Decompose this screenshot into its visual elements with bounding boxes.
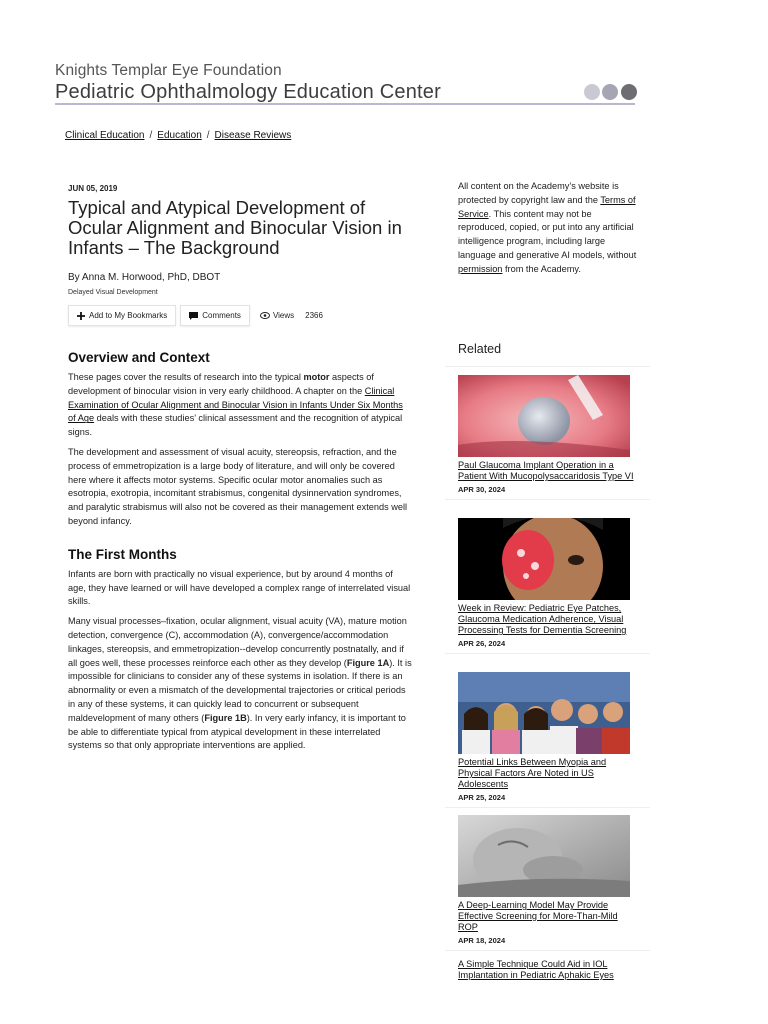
article-date: JUN 05, 2019: [68, 184, 118, 193]
related-heading: Related: [458, 342, 502, 356]
clinical-examination-link[interactable]: Clinical Examination of Ocular Alignment and Binocular Vision in Infants Under Six Months of Age: [68, 385, 403, 424]
views-label: Views: [272, 311, 295, 320]
copyright-notice: [458, 180, 638, 277]
foundation-name[interactable]: Knights Templar Eye Foundation: [55, 62, 282, 79]
breadcrumb-separator: /: [206, 130, 210, 141]
related-date: APR 30, 2024: [458, 485, 506, 494]
related-link[interactable]: Potential Links Between Myopia and Physical Factors Are Noted in US Adolescents: [458, 757, 607, 789]
views-counter: [260, 311, 323, 320]
breadcrumb-disease-reviews[interactable]: Disease Reviews: [214, 130, 292, 141]
article: [68, 184, 413, 753]
logo-dot-light: [584, 84, 600, 100]
related-thumbnail-adolescents[interactable]: [458, 672, 630, 754]
text-run: ). In very early infancy, it is important to be able to differentiate typical from atypical development in these interrelated systems so that only appropriate interventions are applied.: [68, 712, 406, 751]
article-byline: By Anna M. Horwood, PhD, DBOT: [68, 272, 221, 283]
related-item[interactable]: [445, 672, 650, 808]
logo-dot-mid: [602, 84, 618, 100]
add-bookmark-label: Add to My Bookmarks: [89, 311, 168, 320]
comments-label: Comments: [202, 311, 241, 320]
first-months-paragraph-1: Infants are born with practically no visual experience, but by around 4 months of age, they have learned or will have developed a complex range of interrelated visual skills.: [68, 568, 411, 607]
figure-1b-ref: Figure 1B: [204, 712, 247, 723]
first-months-paragraph-2: [68, 615, 413, 753]
text-run: aspects of development of binocular vision in very early childhood. A chapter on the: [68, 372, 374, 396]
comments-button[interactable]: [180, 305, 250, 326]
related-thumbnail-eye-patch[interactable]: [458, 518, 630, 600]
article-title: Typical and Atypical Development of Ocular Alignment and Binocular Vision in Infants – The Background: [68, 197, 402, 258]
related-link[interactable]: A Simple Technique Could Aid in IOL Implantation in Pediatric Aphakic Eyes: [458, 959, 614, 980]
text-run: These pages cover the results of research into the typical: [68, 372, 304, 382]
related-link[interactable]: Paul Glaucoma Implant Operation in a Patient With Mucopolysaccaridosis Type VI: [458, 460, 634, 481]
comment-icon: [189, 312, 198, 320]
sidebar: [458, 180, 638, 277]
text-run: . This content may not be reproduced, copied, or put into any artificial intelligence program, including large language and generative AI models, without: [458, 208, 637, 260]
related-separator: [445, 950, 650, 951]
text-run: deals with these studies’ clinical assessment and the recognition of atypical signs.: [68, 413, 403, 438]
views-count: 2366: [305, 311, 323, 320]
related-link[interactable]: A Deep-Learning Model May Provide Effective Screening for More-Than-Mild ROP: [458, 900, 618, 932]
adolescents-image: [458, 672, 630, 754]
related-date: APR 18, 2024: [458, 936, 506, 945]
related-separator: [445, 499, 650, 500]
header-divider: [55, 103, 635, 105]
related-separator: [445, 653, 650, 654]
related-date: APR 25, 2024: [458, 793, 506, 802]
logo-dots-icon: [584, 84, 635, 105]
add-bookmark-button[interactable]: [68, 305, 176, 326]
text-run: from the Academy.: [502, 263, 581, 274]
related-thumbnail-eye-surgery[interactable]: [458, 375, 630, 457]
text-run: Many visual processes–fixation, ocular alignment, visual acuity (VA), mature motion detection, convergence (C), accommodation (A), convergence/accommodation linkages, stereopsis, and emmetropization--develop concurrently postnatally, and if all goes well, these processes reinforce each other as they develop (: [68, 616, 407, 668]
terms-of-service-link[interactable]: Terms of Service: [458, 194, 636, 219]
related-divider: [445, 366, 650, 367]
education-center-title[interactable]: Pediatric Ophthalmology Education Center: [55, 81, 441, 103]
breadcrumb: [65, 130, 291, 141]
article-tag[interactable]: Delayed Visual Development: [68, 289, 158, 296]
overview-heading: Overview and Context: [68, 350, 210, 365]
overview-paragraph-1: [68, 371, 413, 440]
figure-1a-ref: Figure 1A: [346, 657, 390, 668]
eye-icon: [260, 312, 270, 319]
related-link[interactable]: Week in Review: Pediatric Eye Patches, Glaucoma Medication Adherence, Visual Processing Tests for Dementia Screening: [458, 603, 627, 635]
related-item[interactable]: [445, 815, 650, 951]
first-months-heading: The First Months: [68, 546, 177, 562]
related-item[interactable]: [445, 956, 650, 981]
bold-run: motor: [303, 372, 330, 382]
logo-dot-dark: [621, 84, 637, 100]
article-actions: [68, 305, 413, 326]
breadcrumb-separator: /: [149, 130, 153, 141]
breadcrumb-education[interactable]: Education: [157, 130, 202, 141]
permission-link[interactable]: permission: [458, 263, 503, 274]
breadcrumb-clinical-education[interactable]: Clinical Education: [65, 130, 145, 141]
site-header: [55, 62, 635, 104]
eye-patch-image: [458, 518, 630, 600]
infant-image: [458, 815, 630, 897]
plus-icon: [77, 312, 85, 320]
related-separator: [445, 807, 650, 808]
text-run: All content on the Academy’s website is protected by copyright law and the: [458, 181, 619, 205]
eye-surgery-image: [458, 375, 630, 457]
related-date: APR 26, 2024: [458, 639, 506, 648]
text-run: ). It is impossible for clinicians to consider any of these systems in isolation. If there is an abnormality or even a mismatch of the developmental trajectories or critical periods in any of these systems, it can quickly lead to concurrent or subsequent maldevelopment of many others (: [68, 657, 412, 723]
related-item[interactable]: [445, 518, 650, 654]
related-thumbnail-infant[interactable]: [458, 815, 630, 897]
related-item[interactable]: [445, 375, 650, 500]
overview-paragraph-2: The development and assessment of visual acuity, stereopsis, refraction, and the process of emmetropization is a large body of literature, and will only be covered here where it affects motor systems. Specific ocular motor anomalies such as esotropia, exotropia, incomitant strabismus, congenital dysinnervation syndromes, and paralytic strabismus will also not be covered as their management extends well beyond infancy.: [68, 446, 408, 526]
